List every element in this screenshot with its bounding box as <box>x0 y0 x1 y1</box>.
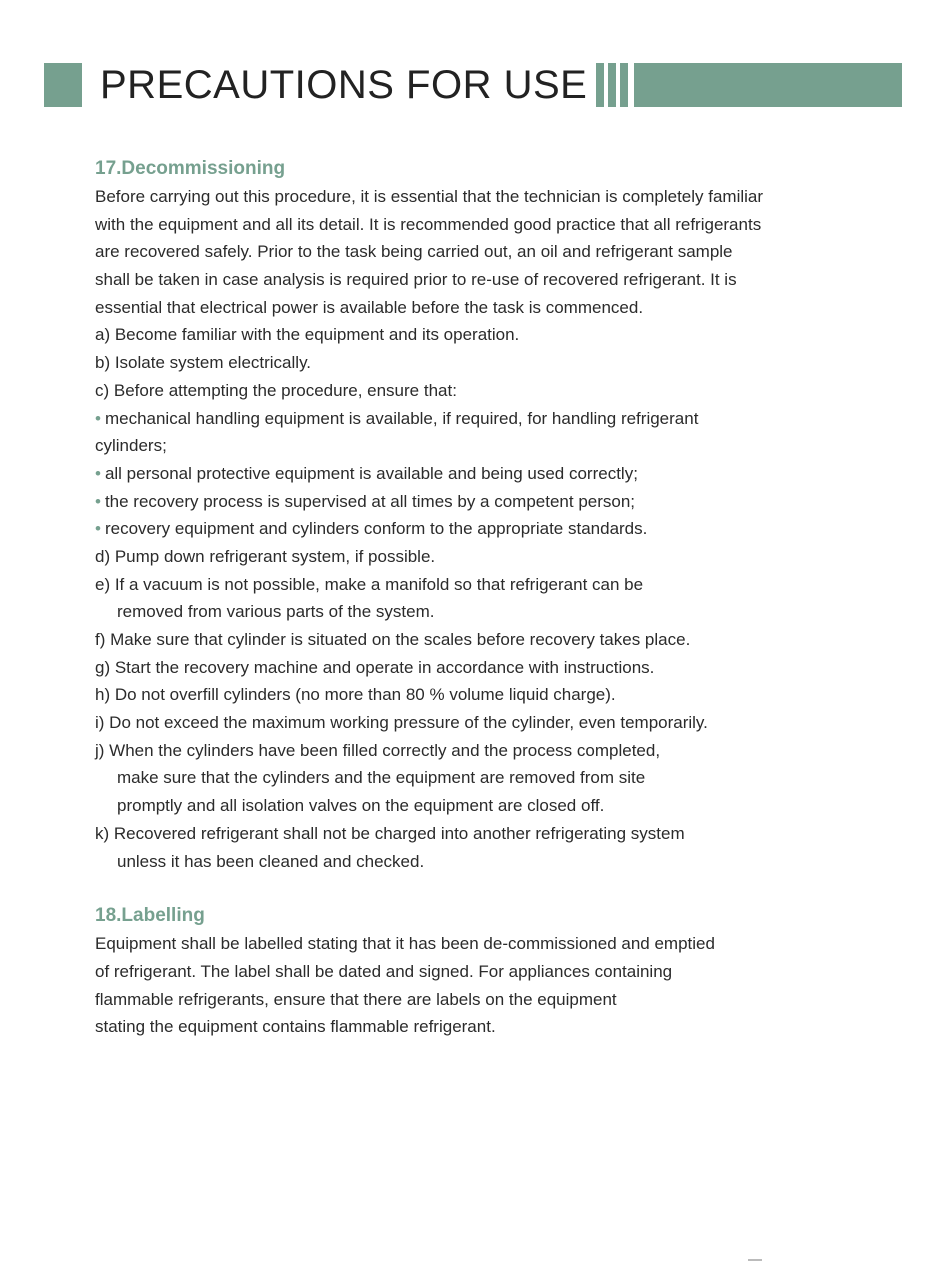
header-accent-bars <box>596 63 902 107</box>
text-line <box>95 1013 885 1041</box>
line-text: g) Start the recovery machine and operate in accordance with instructions. <box>95 657 655 677</box>
text-line <box>95 792 885 820</box>
line-text: j) When the cylinders have been filled correctly and the process completed, <box>95 740 661 760</box>
line-text: recovery equipment and cylinders conform to the appropriate standards. <box>104 519 648 539</box>
text-line <box>95 294 885 322</box>
section <box>95 155 885 875</box>
text-line <box>95 654 885 682</box>
line-text: d) Pump down refrigerant system, if possible. <box>95 546 436 566</box>
line-text: cylinders; <box>95 436 167 456</box>
text-line <box>95 349 885 377</box>
text-line <box>95 571 885 599</box>
line-text: i) Do not exceed the maximum working pressure of the cylinder, even temporarily. <box>95 713 708 733</box>
header-accent-square <box>44 63 82 107</box>
section-gap <box>95 875 885 902</box>
line-text: a) Become familiar with the equipment and its operation. <box>95 325 520 345</box>
header-bar-wide <box>634 63 902 107</box>
section <box>95 902 885 1041</box>
line-text: h) Do not overfill cylinders (no more than 80 % volume liquid charge). <box>95 685 616 705</box>
text-line <box>95 986 885 1014</box>
bullet-dot-icon: • <box>95 408 101 428</box>
line-text: f) Make sure that cylinder is situated on the scales before recovery takes place. <box>95 630 691 649</box>
line-text: k) Recovered refrigerant shall not be charged into another refrigerating system <box>95 823 685 843</box>
text-line <box>95 598 885 626</box>
text-line <box>95 266 885 294</box>
document-body <box>95 155 885 1041</box>
text-line <box>95 930 885 958</box>
section-title: 18.Labelling <box>95 905 205 927</box>
page-title: PRECAUTIONS FOR USE <box>100 63 588 107</box>
text-line <box>95 238 885 266</box>
line-text: all personal protective equipment is available and being used correctly; <box>104 463 638 483</box>
text-line <box>95 432 885 460</box>
text-line <box>95 820 885 848</box>
line-text: are recovered safely. Prior to the task being carried out, an oil and refrigerant sample <box>95 242 733 262</box>
line-text: the recovery process is supervised at all times by a competent person; <box>104 491 636 511</box>
line-text: make sure that the cylinders and the equipment are removed from site <box>117 768 646 788</box>
line-text: Equipment shall be labelled stating that it has been de-commissioned and emptied <box>95 934 715 954</box>
bullet-dot-icon: • <box>95 463 101 483</box>
text-line <box>95 848 885 876</box>
text-line <box>95 543 885 571</box>
text-line <box>95 626 885 654</box>
line-text: of refrigerant. The label shall be dated and signed. For appliances containing <box>95 961 673 981</box>
bullet-line <box>95 515 885 543</box>
text-line <box>95 183 885 211</box>
text-line <box>95 681 885 709</box>
line-text: mechanical handling equipment is available, if required, for handling refrigerant <box>104 408 699 428</box>
line-text: essential that electrical power is available before the task is commenced. <box>95 297 644 317</box>
line-text: shall be taken in case analysis is required prior to re-use of recovered refrigerant. It is <box>95 270 737 290</box>
line-text: with the equipment and all its detail. It is recommended good practice that all refrigerants <box>95 214 762 234</box>
line-text: promptly and all isolation valves on the equipment are closed off. <box>117 796 605 816</box>
header-bar-2 <box>608 63 616 107</box>
line-text: b) Isolate system electrically. <box>95 353 312 373</box>
section-title: 17.Decommissioning <box>95 158 286 179</box>
line-text: c) Before attempting the procedure, ensure that: <box>95 380 457 400</box>
bullet-line <box>95 488 885 516</box>
header-bar-3 <box>620 63 628 107</box>
text-line <box>95 709 885 737</box>
bullet-dot-icon: • <box>95 491 101 511</box>
page-header <box>0 0 946 120</box>
line-text: stating the equipment contains flammable refrigerant. <box>95 1017 496 1037</box>
line-text: e) If a vacuum is not possible, make a manifold so that refrigerant can be <box>95 574 644 594</box>
line-text: Before carrying out this procedure, it is essential that the technician is completely familiar <box>95 187 764 206</box>
text-line <box>95 764 885 792</box>
text-line <box>95 737 885 765</box>
bullet-line <box>95 460 885 488</box>
text-line <box>95 377 885 405</box>
line-text: flammable refrigerants, ensure that there are labels on the equipment <box>95 989 617 1009</box>
header-bar-1 <box>596 63 604 107</box>
text-line <box>95 958 885 986</box>
line-text: unless it has been cleaned and checked. <box>117 851 425 871</box>
bullet-line <box>95 405 885 433</box>
line-text: removed from various parts of the system. <box>117 602 435 622</box>
text-line <box>95 321 885 349</box>
text-line <box>95 211 885 239</box>
bullet-dot-icon: • <box>95 519 101 539</box>
